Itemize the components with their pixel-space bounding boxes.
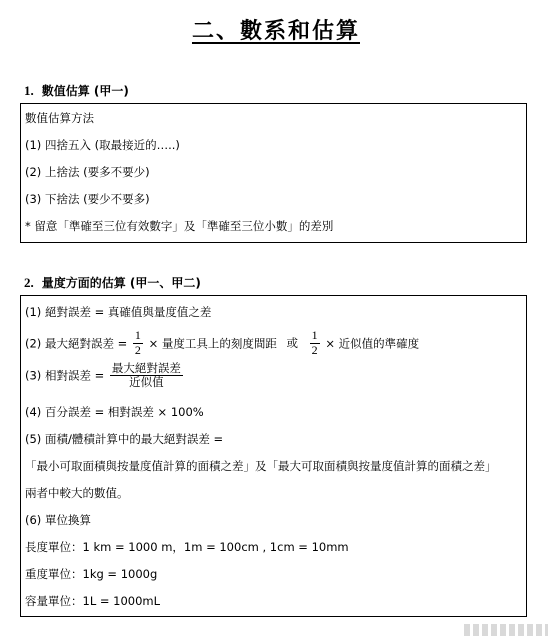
or-word: 或 — [286, 336, 299, 351]
capacity-units-line: 容量單位：1L = 1000mL — [25, 594, 161, 608]
max-absolute-error-line — [25, 329, 419, 358]
weight-units-line: 重度單位：1kg = 1000g — [25, 567, 158, 581]
section-1-line-4: (3) 下捨法 (要少不要多) — [25, 192, 150, 206]
section-1-box — [20, 103, 527, 243]
section-1-heading — [24, 82, 129, 99]
max-abs-error-prefix: (2) 最大絕對誤差 = — [25, 336, 128, 351]
page-title: 二、數系和估算 — [191, 19, 360, 44]
section-2-heading — [24, 274, 201, 291]
relative-error-fraction: $\frac{\text{最大絕對誤差}}{\text{近似值}}$ — [111, 361, 181, 390]
half-fraction-1: $\frac{1}{2}$ — [134, 328, 141, 357]
percentage-error-line: (4) 百分誤差 = 相對誤差 × 100% — [25, 405, 204, 419]
section-1-line-3: (2) 上捨法 (要多不要少) — [25, 165, 150, 179]
section-2-box — [20, 295, 527, 617]
max-abs-error-part-2: × 近似值的準確度 — [325, 336, 420, 351]
section-1-number: 1. — [24, 83, 34, 98]
section-1-note: * 留意「準確至三位有效數字」及「準確至三位小數」的差別 — [25, 219, 334, 233]
relative-error-line — [25, 362, 185, 389]
section-1-line-2: (1) 四捨五入 (取最接近的…..) — [25, 138, 180, 152]
section-1-line-1: 數值估算方法 — [25, 111, 94, 125]
relative-error-prefix: (3) 相對誤差 = — [25, 368, 105, 383]
section-1-title: 數值估算 (甲一) — [41, 84, 129, 98]
unit-conversion-heading: (6) 單位換算 — [25, 513, 91, 527]
length-units-line: 長度單位：1 km = 1000 m，1m = 100cm , 1cm = 10mm — [25, 540, 349, 554]
absolute-error-line: (1) 絕對誤差 = 真確值與量度值之差 — [25, 305, 212, 319]
larger-value-line: 兩者中較大的數值。 — [25, 486, 129, 500]
section-2-title: 量度方面的估算 (甲一、甲二) — [41, 276, 201, 290]
area-difference-line: 「最小可取面積與按量度值計算的面積之差」及「最大可取面積與按量度值計算的面積之差」 — [25, 459, 497, 473]
area-volume-error-line: (5) 面積/體積計算中的最大絕對誤差 = — [25, 432, 224, 446]
half-fraction-2: $\frac{1}{2}$ — [311, 328, 318, 357]
section-2-number: 2. — [24, 275, 34, 290]
max-abs-error-part-1: × 量度工具上的刻度間距 — [148, 336, 277, 351]
watermark — [464, 624, 548, 636]
